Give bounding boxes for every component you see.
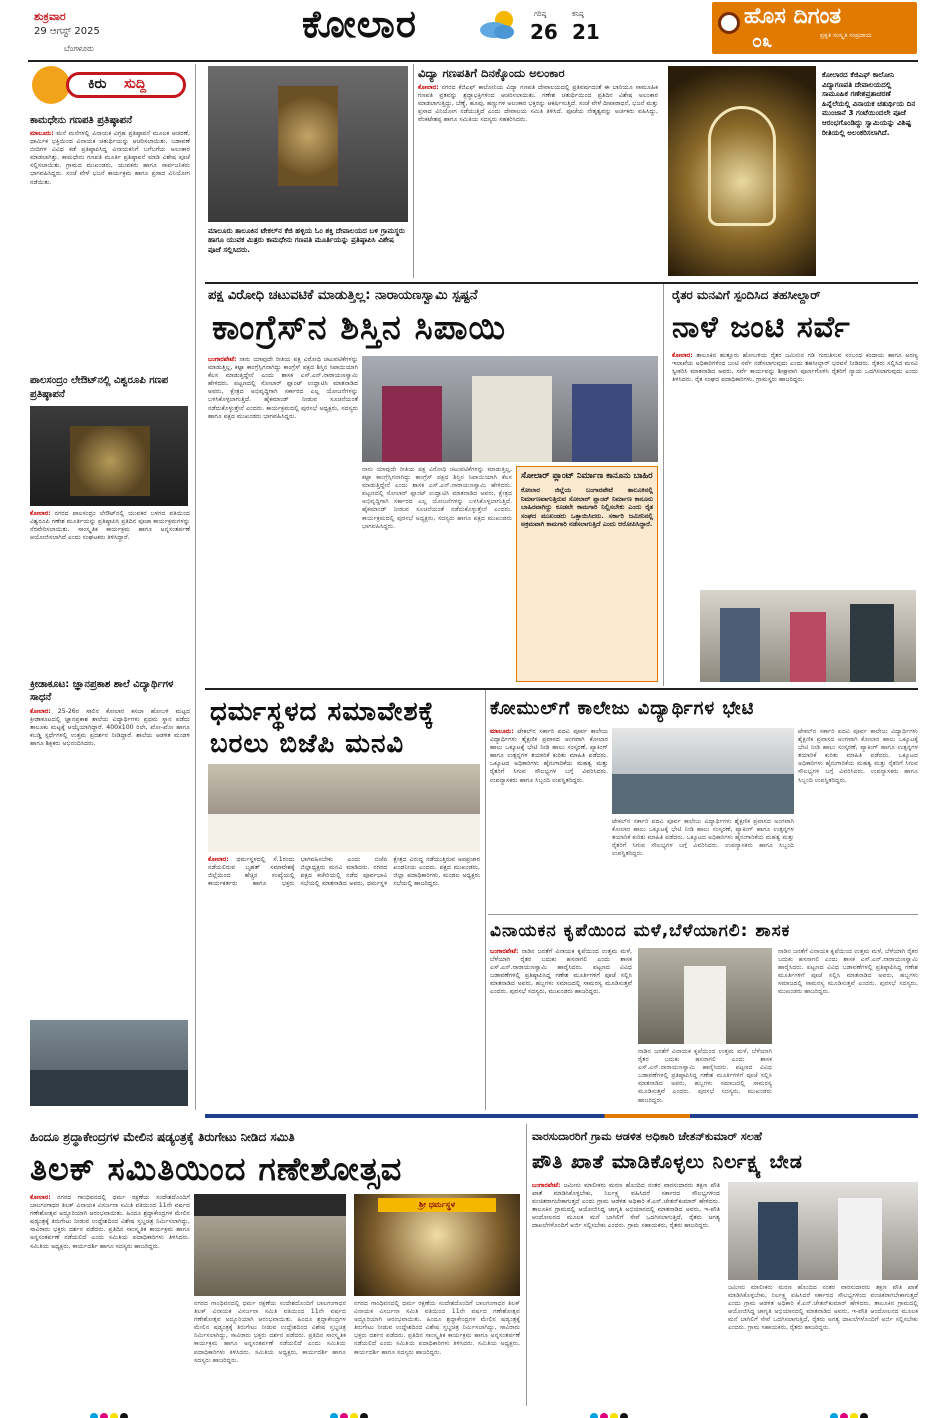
warning-text: ಜಮೀನು ಮಾಲೀಕರು ಮರಣ ಹೊಂದಿದ ನಂತರ ವಾರಸುದಾರರು ತಕ್ಷಣ ಪೌತಿ ಖಾತೆ ಮಾಡಿಸಿಕೊಳ್ಳಬೇಕು, ನಿರ್ಲಕ್ಷ್ಯ ವಹಿಸಿದರೆ ಸರ್ಕಾರದ ಸೌಲಭ್ಯಗಳಿಂದ ವಂಚಿತರಾಗಬೇಕಾಗುತ್ತದೆ ಎಂದು ಗ್ರಾಮ ಆಡಳಿತ ಅಧಿಕಾರಿ ಕೆ.ಎನ್.ಚೇತನ್‌ಕುಮಾರ್ ಹೇಳಿದರು. ತಾಲೂಕಿನ ಗ್ರಾಮದಲ್ಲಿ ಆಯೋಜಿಸಿದ್ದ ಜಾಗೃತಿ ಅಭಿಯಾನದಲ್ಲಿ ಮಾತನಾಡಿದ ಅವರು, ಇ-ಪೌತಿ ಆಂದೋಲನದ ಮೂಲಕ ಮನೆ ಬಾಗಿಲಿಗೆ ಸೇವೆ ಒದಗಿಸಲಾಗುತ್ತಿದೆ, ರೈತರು ಅಗತ್ಯ ದಾಖಲೆಗಳೊಂದಿಗೆ ಅರ್ಜಿ ಸಲ್ಲಿಸಬೇಕು ಎಂದರು. ಗ್ರಾಮ ಸಹಾಯಕರು, ರೈತರು ಹಾಜರಿದ್ದರು.: [532, 1182, 720, 1230]
solar-box-title: ಸೋಲಾರ್ ಪ್ಲಾಂಟ್ ನಿರ್ಮಾಣ ಕಾನೂನು ಬಾಹಿರ: [521, 471, 653, 481]
tilak-headline: ತಿಲಕ್ ಸಮಿತಿಯಿಂದ ಗಣೇಶೋತ್ಸವ: [30, 1150, 403, 1188]
tilak-photo-1: [194, 1194, 346, 1296]
congress-kicker: ಪಕ್ಷ ವಿರೋಧಿ ಚಟುವಟಿಕೆ ಮಾಡುತ್ತಿಲ್ಲ: ನಾರಾಯಣಸ್ವಾಮಿ ಸ್ಪಷ್ಟನೆ: [208, 288, 478, 303]
dharmasthala-text: ಧರ್ಮಸ್ಥಳದಲ್ಲಿ ಸೆ.1ರಂದು ನಡೆಯಲಿರುವ ಬೃಹತ್ ಸಮಾವೇಶಕ್ಕೆ ಜಿಲ್ಲೆಯಿಂದ ಹೆಚ್ಚಿನ ಸಂಖ್ಯೆಯಲ್ಲಿ ಕಾರ್ಯಕರ್ತರು ಹಾಗೂ ಭಕ್ತರು ಭಾಗವಹಿಸಬೇಕು ಎಂದು ಬಿಜೆಪಿ ಜಿಲ್ಲಾಧ್ಯಕ್ಷರು ಮನವಿ ಮಾಡಿದರು. ನಗರದ ಪಕ್ಷದ ಕಚೇರಿಯಲ್ಲಿ ನಡೆದ ಪೂರ್ವಭಾವಿ ಸಭೆಯಲ್ಲಿ ಮಾತನಾಡಿದ ಅವರು, ಧರ್ಮಸ್ಥಳ ಕ್ಷೇತ್ರದ ವಿರುದ್ಧ ನಡೆಯುತ್ತಿರುವ ಅಪಪ್ರಚಾರ ಖಂಡನೀಯ ಎಂದರು. ಪಕ್ಷದ ಮುಖಂಡರು, ಜಿಲ್ಲಾ ಪದಾಧಿಕಾರಿಗಳು, ಮಂಡಲ ಅಧ್ಯಕ್ಷರು ಸಭೆಯಲ್ಲಿ ಹಾಜರಿದ್ದರು.: [208, 856, 480, 888]
left-story2-text: ನಗರದ ಪಾಲಸಂದ್ರಂ ಲೇಔಟ್‌ನಲ್ಲಿ ಯುವಕರ ಬಳಗದ ವತಿಯಿಂದ ವಿಶ್ವರೂಪಿ ಗಣೇಶ ಮೂರ್ತಿಯನ್ನು ಪ್ರತಿಷ್ಠಾಪಿಸಿ ಪ್ರತಿದಿನ ಪೂಜಾ ಕಾರ್ಯಕ್ರಮಗಳನ್ನು ನೆರವೇರಿಸಲಾಯಿತು. ಸಾಂಸ್ಕೃತಿಕ ಕಾರ್ಯಕ್ರಮ ಹಾಗೂ ಅನ್ನಸಂತರ್ಪಣೆ ಆಯೋಜಿಸಲಾಗಿದೆ ಎಂದು ಸಂಘಟಕರು ತಿಳಿಸಿದ್ದಾರೆ.: [30, 510, 190, 542]
tilak-banner: ಶ್ರೀ ಧರ್ಮಸ್ಥಳ: [378, 1198, 496, 1212]
komul-rain-rule: [488, 914, 918, 915]
paper-logo-icon: [718, 12, 740, 34]
komul-body: [490, 728, 608, 912]
color-bar: [205, 1114, 918, 1118]
left-story3-photo: [30, 1020, 188, 1106]
tilak-body: [30, 1194, 190, 1400]
left-story1-body: [30, 130, 190, 372]
left-story1-text: ಮನೆ ಮನೆಗಳಲ್ಲಿ ವಿನಾಯಕ ವಿಗ್ರಹ ಪ್ರತಿಷ್ಠಾಪನೆ ಮೂಲಕ ಆಚರಣೆ, ಧಾರ್ಮಿಕ ಭಕ್ತಿಯಿಂದ ವಿನಾಯಕ ಚತುರ್ಥಿಯನ್ನು ಆಚರಿಸಲಾಯಿತು. ಬಡಾವಣೆ ಬೀದಿಗಳ ವಿವಿಧ ಕಡೆ ಪ್ರತಿಷ್ಠಾಪಿಸಿದ್ದ ವಿನಾಯಕನಿಗೆ ಬಗೆಬಗೆಯ ಅಲಂಕಾರ ಮಾಡಲಾಗಿತ್ತು. ಕಾಮಧೇನು ಗಣಪತಿ ಮೂರ್ತಿ ಪ್ರತಿಷ್ಠಾಪನೆ ಮಾಡಿ ವಿಶೇಷ ಪೂಜೆ ಸಲ್ಲಿಸಲಾಯಿತು. ಗ್ರಾಮದ ಮುಖಂಡರು, ಯುವಕರು ಹಾಗೂ ಸಾರ್ವಜನಿಕರು ಭಾಗವಹಿಸಿದ್ದರು. ಸಂಜೆ ವೇಳೆ ಭಜನೆ ಕಾರ್ಯಕ್ರಮ ಹಾಗೂ ಪ್ರಸಾದ ವಿನಿಯೋಗ ನಡೆಯಿತು.: [30, 130, 190, 186]
survey-text: ತಾಲೂಕಿನ ಹುತ್ತೂರು ಹೋಬಳಿಯ ರೈತರ ಜಮೀನಿನ ಗಡಿ ಗುರುತಿಸುವ ಸಂಬಂಧ ಕಂದಾಯ ಹಾಗೂ ಅರಣ್ಯ ಇಲಾಖೆಯ ಅಧಿಕಾರಿಗಳಿಂದ ಜಂಟಿ ಸರ್ವೆ ನಡೆಸಲಾಗುವುದು ಎಂದು ತಹಸೀಲ್ದಾರ್ ಭರವಸೆ ನೀಡಿದರು. ರೈತರು ಸಲ್ಲಿಸಿದ ಮನವಿ ಸ್ವೀಕರಿಸಿ ಮಾತನಾಡಿದ ಅವರು, ಸರ್ವೆ ಕಾರ್ಯವನ್ನು ಶೀಘ್ರವಾಗಿ ಪೂರ್ಣಗೊಳಿಸಿ ರೈತರಿಗೆ ನ್ಯಾಯ ಒದಗಿಸಲಾಗುವುದು ಎಂದು ತಿಳಿಸಿದರು. ರೈತ ಸಂಘದ ಪದಾಧಿಕಾರಿಗಳು, ಗ್ರಾಮಸ್ಥರು ಹಾಜರಿದ್ದರು.: [672, 352, 918, 384]
warning-kicker: ವಾರಸುದಾರರಿಗೆ ಗ್ರಾಮ ಆಡಳಿತ ಅಧಿಕಾರಿ ಚೇತನ್‌ಕುಮಾರ್ ಸಲಹೆ: [532, 1130, 762, 1143]
kirusuddi-logo: [30, 66, 190, 106]
section-rule-2: [205, 688, 918, 690]
komul-column-2: [612, 818, 794, 912]
congress-text: ನಾನು ಯಾವುದೇ ರೀತಿಯ ಪಕ್ಷ ವಿರೋಧಿ ಚಟುವಟಿಕೆಗಳನ್ನು ಮಾಡುತ್ತಿಲ್ಲ, ಕಟ್ಟಾ ಕಾಂಗ್ರೆಸ್ಸಿಗನಾಗಿದ್ದು ಕಾಂಗ್ರೆಸ್ ಪಕ್ಷದ ಶಿಸ್ತಿನ ಸಿಪಾಯಿಯಾಗಿ ಕೆಲಸ ಮಾಡುತ್ತಿದ್ದೇನೆ ಎಂದು ಶಾಸಕ ಎಸ್.ಎನ್.ನಾರಾಯಣಸ್ವಾಮಿ ಹೇಳಿದರು. ಪಟ್ಟಣದಲ್ಲಿ ಸೋಲಾರ್ ಪ್ಲಾಂಟ್ ಉದ್ಘಾಟಿಸಿ ಮಾತನಾಡಿದ ಅವರು, ಕ್ಷೇತ್ರದ ಅಭಿವೃದ್ಧಿಗಾಗಿ ಸರ್ಕಾರದ ಎಲ್ಲ ಯೋಜನೆಗಳನ್ನು ಬಳಸಿಕೊಳ್ಳಲಾಗುತ್ತಿದೆ. ಹೈಕಮಾಂಡ್ ನೀಡುವ ಸೂಚನೆಯಂತೆ ನಡೆದುಕೊಳ್ಳುತ್ತೇನೆ ಎಂದರು. ಕಾರ್ಯಕ್ರಮದಲ್ಲಿ ಪುರಸಭೆ ಅಧ್ಯಕ್ಷರು, ಸದಸ್ಯರು ಹಾಗೂ ಪಕ್ಷದ ಮುಖಂಡರು ಭಾಗವಹಿಸಿದ್ದರು.: [208, 356, 358, 420]
warning-text-cont: ಜಮೀನು ಮಾಲೀಕರು ಮರಣ ಹೊಂದಿದ ನಂತರ ವಾರಸುದಾರರು ತಕ್ಷಣ ಪೌತಿ ಖಾತೆ ಮಾಡಿಸಿಕೊಳ್ಳಬೇಕು, ನಿರ್ಲಕ್ಷ್ಯ ವಹಿಸಿದರೆ ಸರ್ಕಾರದ ಸೌಲಭ್ಯಗಳಿಂದ ವಂಚಿತರಾಗಬೇಕಾಗುತ್ತದೆ ಎಂದು ಗ್ರಾಮ ಆಡಳಿತ ಅಧಿಕಾರಿ ಕೆ.ಎನ್.ಚೇತನ್‌ಕುಮಾರ್ ಹೇಳಿದರು. ತಾಲೂಕಿನ ಗ್ರಾಮದಲ್ಲಿ ಆಯೋಜಿಸಿದ್ದ ಜಾಗೃತಿ ಅಭಿಯಾನದಲ್ಲಿ ಮಾತನಾಡಿದ ಅವರು, ಇ-ಪೌತಿ ಆಂದೋಲನದ ಮೂಲಕ ಮನೆ ಬಾಗಿಲಿಗೆ ಸೇವೆ ಒದಗಿಸಲಾಗುತ್ತಿದೆ, ರೈತರು ಅಗತ್ಯ ದಾಖಲೆಗಳೊಂದಿಗೆ ಅರ್ಜಿ ಸಲ್ಲಿಸಬೇಕು ಎಂದರು. ಗ್ರಾಮ ಸಹಾಯಕರು, ರೈತರು ಹಾಜರಿದ್ದರು.: [728, 1284, 918, 1332]
left-story3-body: [30, 708, 190, 1016]
tilak-text-cont: ನಗರದ ಗಾಂಧಿವನದಲ್ಲಿ ಧರ್ಮ ರಕ್ಷಣೆಯ ಸಂದೇಶದೊಂದಿಗೆ ಬಾಲಗಂಗಾಧರ ತಿಲಕ್ ವಿನಾಯಕ ವಿಸರ್ಜನಾ ಸಮಿತಿ ವತಿಯಿಂದ 11ನೇ ವರ್ಷದ ಗಣೇಶೋತ್ಸವ ಅದ್ದೂರಿಯಾಗಿ ಆರಂಭವಾಯಿತು. ಹಿಂದೂ ಶ್ರದ್ಧಾಕೇಂದ್ರಗಳ ಮೇಲಿನ ಷಡ್ಯಂತ್ರಕ್ಕೆ ತಿರುಗೇಟು ನೀಡುವ ಉದ್ದೇಶದಿಂದ ವಿಶೇಷ ಸ್ತಬ್ಧಚಿತ್ರ ನಿರ್ಮಿಸಲಾಗಿದ್ದು, ಸಾವಿರಾರು ಭಕ್ತರು ದರ್ಶನ ಪಡೆದರು. ಪ್ರತಿದಿನ ಸಾಂಸ್ಕೃತಿಕ ಕಾರ್ಯಕ್ರಮ ಹಾಗೂ ಅನ್ನಸಂತರ್ಪಣೆ ನಡೆಯಲಿದೆ ಎಂದು ಸಮಿತಿಯ ಪದಾಧಿಕಾರಿಗಳು ತಿಳಿಸಿದರು. ಸಮಿತಿಯ ಅಧ್ಯಕ್ಷರು, ಕಾರ್ಯದರ್ಶಿ ಹಾಗೂ ಸದಸ್ಯರು ಹಾಜರಿದ್ದರು.: [194, 1300, 346, 1364]
komul-text-cont-2: ಟೇಕಲ್‌ನ ಸರ್ಕಾರಿ ಪದವಿ ಪೂರ್ವ ಕಾಲೇಜು ವಿದ್ಯಾರ್ಥಿಗಳು ಶೈಕ್ಷಣಿಕ ಪ್ರವಾಸದ ಅಂಗವಾಗಿ ಕೋಲಾರ ಹಾಲು ಒಕ್ಕೂಟಕ್ಕೆ ಭೇಟಿ ನೀಡಿ ಹಾಲು ಸಂಸ್ಕರಣೆ, ಪ್ಯಾಕಿಂಗ್ ಹಾಗೂ ಉತ್ಪನ್ನಗಳ ತಯಾರಿಕೆ ಕುರಿತು ಮಾಹಿತಿ ಪಡೆದರು. ಒಕ್ಕೂಟದ ಅಧಿಕಾರಿಗಳು ಹೈನುಗಾರಿಕೆಯ ಮಹತ್ವ ಮತ್ತು ರೈತರಿಗೆ ಸಿಗುವ ಸೌಲಭ್ಯಗಳ ಬಗ್ಗೆ ವಿವರಿಸಿದರು. ಉಪನ್ಯಾಸಕರು ಹಾಗೂ ಸಿಬ್ಬಂದಿ ಉಪಸ್ಥಿತರಿದ್ದರು.: [798, 728, 918, 784]
left-story1-dateline: ಮಾಲೂರು:: [30, 130, 54, 137]
tilak-text-cont-2: ನಗರದ ಗಾಂಧಿವನದಲ್ಲಿ ಧರ್ಮ ರಕ್ಷಣೆಯ ಸಂದೇಶದೊಂದಿಗೆ ಬಾಲಗಂಗಾಧರ ತಿಲಕ್ ವಿನಾಯಕ ವಿಸರ್ಜನಾ ಸಮಿತಿ ವತಿಯಿಂದ 11ನೇ ವರ್ಷದ ಗಣೇಶೋತ್ಸವ ಅದ್ದೂರಿಯಾಗಿ ಆರಂಭವಾಯಿತು. ಹಿಂದೂ ಶ್ರದ್ಧಾಕೇಂದ್ರಗಳ ಮೇಲಿನ ಷಡ್ಯಂತ್ರಕ್ಕೆ ತಿರುಗೇಟು ನೀಡುವ ಉದ್ದೇಶದಿಂದ ವಿಶೇಷ ಸ್ತಬ್ಧಚಿತ್ರ ನಿರ್ಮಿಸಲಾಗಿದ್ದು, ಸಾವಿರಾರು ಭಕ್ತರು ದರ್ಶನ ಪಡೆದರು. ಪ್ರತಿದಿನ ಸಾಂಸ್ಕೃತಿಕ ಕಾರ್ಯಕ್ರಮ ಹಾಗೂ ಅನ್ನಸಂತರ್ಪಣೆ ನಡೆಯಲಿದೆ ಎಂದು ಸಮಿತಿಯ ಪದಾಧಿಕಾರಿಗಳು ತಿಳಿಸಿದರು. ಸಮಿತಿಯ ಅಧ್ಯಕ್ಷರು, ಕಾರ್ಯದರ್ಶಿ ಹಾಗೂ ಸದಸ್ಯರು ಹಾಜರಿದ್ದರು.: [354, 1300, 520, 1356]
komul-photo: [612, 728, 794, 814]
registration-marks-1: [90, 1406, 130, 1418]
warning-photo: [728, 1182, 918, 1280]
congress-dateline: ಬಂಗಾರಪೇಟೆ:: [208, 356, 237, 363]
masthead-date: 29 ಆಗಸ್ಟ್ 2025: [34, 26, 100, 37]
congress-headline: ಕಾಂಗ್ರೆಸ್‌ನ ಶಿಸ್ತಿನ ಸಿಪಾಯಿ: [212, 308, 507, 348]
weather-max-label: ಗರಿಷ್ಠ: [534, 10, 547, 18]
dharmasthala-dateline: ಕೋಲಾರ:: [208, 856, 229, 863]
masthead: [0, 0, 945, 62]
left-story2-dateline: ಕೋಲಾರ:: [30, 510, 51, 517]
alankara-title: ವಿದ್ಯಾ ಗಣಪತಿಗೆ ದಿನಕ್ಕೊಂದು ಅಲಂಕಾರ: [418, 66, 565, 80]
tilak-text: ನಗರದ ಗಾಂಧಿವನದಲ್ಲಿ ಧರ್ಮ ರಕ್ಷಣೆಯ ಸಂದೇಶದೊಂದಿಗೆ ಬಾಲಗಂಗಾಧರ ತಿಲಕ್ ವಿನಾಯಕ ವಿಸರ್ಜನಾ ಸಮಿತಿ ವತಿಯಿಂದ 11ನೇ ವರ್ಷದ ಗಣೇಶೋತ್ಸವ ಅದ್ದೂರಿಯಾಗಿ ಆರಂಭವಾಯಿತು. ಹಿಂದೂ ಶ್ರದ್ಧಾಕೇಂದ್ರಗಳ ಮೇಲಿನ ಷಡ್ಯಂತ್ರಕ್ಕೆ ತಿರುಗೇಟು ನೀಡುವ ಉದ್ದೇಶದಿಂದ ವಿಶೇಷ ಸ್ತಬ್ಧಚಿತ್ರ ನಿರ್ಮಿಸಲಾಗಿದ್ದು, ಸಾವಿರಾರು ಭಕ್ತರು ದರ್ಶನ ಪಡೆದರು. ಪ್ರತಿದಿನ ಸಾಂಸ್ಕೃತಿಕ ಕಾರ್ಯಕ್ರಮ ಹಾಗೂ ಅನ್ನಸಂತರ್ಪಣೆ ನಡೆಯಲಿದೆ ಎಂದು ಸಮಿತಿಯ ಪದಾಧಿಕಾರಿಗಳು ತಿಳಿಸಿದರು. ಸಮಿತಿಯ ಅಧ್ಯಕ್ಷರು, ಕಾರ್ಯದರ್ಶಿ ಹಾಗೂ ಸದಸ್ಯರು ಹಾಜರಿದ್ದರು.: [30, 1194, 190, 1250]
alankara-body: [418, 84, 658, 278]
survey-body: [672, 352, 918, 584]
weather-icon: [474, 8, 522, 42]
weather-max: 26: [530, 20, 558, 44]
dharmasthala-photo: [208, 764, 480, 852]
left-story2-photo: [30, 406, 188, 506]
solar-box: [516, 466, 658, 682]
komul-headline: ಕೋಮುಲ್‌ಗೆ ಕಾಲೇಜು ವಿದ್ಯಾರ್ಥಿಗಳ ಭೇಟಿ: [490, 698, 755, 719]
mid-rule-2: [485, 690, 486, 1110]
rain-body: [490, 948, 632, 1108]
alankara-photo-caption: ಕೋಲಾರದ ಕೆಜಿಎಫ್ ಕಾಲೋನಿ ವಿದ್ಯಾಗಣಪತಿ ದೇವಾಲಯದಲ್ಲಿ ಸಾಮೂಹಿಕ ಗಣೇಶವ್ರತಾಚರಣೆ ಹಿನ್ನೆಲೆಯಲ್ಲಿ ವಿನಾಯಕ ಚತುರ್ಥಿಯ ದಿನ ಮುಂಜಾನೆ 3 ಗಂಟೆಯಿಂದಲೇ ಪೂಜೆ ಆರಂಭಗೊಂಡಿದ್ದು ಸ್ವಾಮಿಯನ್ನು ವಿಶಿಷ್ಟ ರೀತಿಯಲ್ಲಿ ಅಲಂಕರಿಸಲಾಗಿದೆ.: [822, 70, 916, 137]
congress-column-2: [362, 466, 512, 682]
solar-box-body: ಕೋಲಾರ ಜಿಲ್ಲೆಯ ಬಂಗಾರಪೇಟೆ ತಾಲೂಕಿನಲ್ಲಿ ನಿರ್ಮಾಣವಾಗುತ್ತಿರುವ ಸೋಲಾರ್ ಪ್ಲಾಂಟ್ ನಿರ್ಮಾಣ ಕಾನೂನು ಬಾಹಿರವಾಗಿದ್ದು ಕೂಡಲೇ ಕಾಮಗಾರಿ ನಿಲ್ಲಿಸಬೇಕು ಎಂದು ರೈತ ಸಂಘದ ಮುಖಂಡರು ಒತ್ತಾಯಿಸಿದರು. ಸರ್ಕಾರಿ ಜಮೀನಿನಲ್ಲಿ ಅಕ್ರಮವಾಗಿ ಕಾಮಗಾರಿ ನಡೆಸಲಾಗುತ್ತಿದೆ ಎಂದು ಆರೋಪಿಸಿದ್ದಾರೆ.: [521, 486, 653, 529]
tilak-kicker: ಹಿಂದೂ ಶ್ರದ್ಧಾಕೇಂದ್ರಗಳ ಮೇಲಿನ ಷಡ್ಯಂತ್ರಕ್ಕೆ ತಿರುಗೇಟು ನೀಡಿದ ಸಮಿತಿ: [30, 1130, 295, 1144]
tilak-photo-2: [354, 1194, 520, 1296]
congress-body: [208, 356, 358, 682]
komul-dateline: ಮಾಲೂರು:: [490, 728, 514, 735]
left-story3-title: ಕ್ರೀಡಾಕೂಟ: ಜ್ಞಾನಪ್ರಕಾಶ ಶಾಲೆ ವಿದ್ಯಾರ್ಥಿಗಳ ಸಾಧನೆ: [30, 679, 174, 703]
paper-tagline: ಪ್ರಕೃತಿ ಸಂಸ್ಕೃತಿ ಸಂಪ್ರದಾಯ: [820, 32, 872, 39]
congress-photo: [362, 356, 658, 462]
paper-name: ಹೊಸ ದಿಗಂತ: [744, 4, 842, 29]
warning-column-2: [728, 1284, 918, 1400]
left-story2-body: [30, 510, 190, 672]
alankara-text: ನಗರದ ಕೆಜಿಎಫ್ ಕಾಲೋನಿಯ ವಿದ್ಯಾ ಗಣಪತಿ ದೇವಾಲಯದಲ್ಲಿ ಪ್ರತಿವರ್ಷದಂತೆ ಈ ಬಾರಿಯೂ ಸಾಮೂಹಿಕ ಗಣಪತಿ ವ್ರತವನ್ನು ಶ್ರದ್ಧಾಭಕ್ತಿಗಳಿಂದ ಆಚರಿಸಲಾಯಿತು. ಗಣೇಶ ಚತುರ್ಥಿಯಿಂದ ಪ್ರತಿದಿನ ವಿಶೇಷ ಅಲಂಕಾರ ಮಾಡಲಾಗುತ್ತಿದ್ದು, ಬೆಣ್ಣೆ, ಹೂವು, ಹಣ್ಣುಗಳ ಅಲಂಕಾರ ಭಕ್ತರನ್ನು ಆಕರ್ಷಿಸುತ್ತಿದೆ. ಸಂಜೆ ವೇಳೆ ದೀಪಾರಾಧನೆ, ಭಜನೆ ಮತ್ತು ಪ್ರಸಾದ ವಿನಿಯೋಗ ನಡೆಯುತ್ತಿದೆ ಎಂದು ದೇವಾಲಯ ಸಮಿತಿ ತಿಳಿಸಿದೆ. ಪೂಜೆಯ ನೇತೃತ್ವವನ್ನು ಅರ್ಚಕರು ವಹಿಸಿದ್ದು, ವೆಂಕಟೇಶಪ್ಪ ಹಾಗೂ ಸಮಿತಿಯ ಸದಸ್ಯರು ಸಹಕರಿಸಿದರು.: [418, 84, 658, 124]
top-center-caption: ಮಾಲೂರು ತಾಲೂಕಿನ ಟೇಕಲ್‌ನ ಕೆಜಿ ಹಳ್ಳಿಯ ಓಂ ಶಕ್ತಿ ದೇವಾಲಯದ ಬಳಿ ಗ್ರಾಮಸ್ಥರು ಹಾಗೂ ಯುವಕ ಮಿತ್ರರು ಕಾಮಧೇನು ಗಣಪತಿ ಮೂರ್ತಿಯನ್ನು ಪ್ರತಿಷ್ಠಾಪಿಸಿ ವಿಶೇಷ ಪೂಜೆ ಸಲ್ಲಿಸಿದರು.: [208, 226, 405, 254]
registration-marks-3: [590, 1406, 630, 1418]
masthead-city: ಬೆಂಗಳೂರು: [64, 44, 94, 53]
weather-min: 21: [572, 20, 600, 44]
left-story2-title: ಪಾಲಸಂದ್ರಂ ಲೇಔಟ್‌ನಲ್ಲಿ ವಿಶ್ವರೂಪಿ ಗಣಪ ಪ್ರತಿಷ್ಠಾಪನೆ: [30, 375, 169, 400]
page-number: ೦೩: [752, 31, 773, 52]
warning-headline: ಪೌತಿ ಖಾತೆ ಮಾಡಿಕೊಳ್ಳಲು ನಿರ್ಲಕ್ಷ್ಯ ಬೇಡ: [532, 1151, 803, 1173]
rain-column-2: [638, 1048, 772, 1108]
section-rule-1: [205, 282, 918, 284]
rain-column-3: [778, 948, 918, 1108]
top-center-photo: [208, 66, 408, 222]
left-column-rule: [195, 64, 196, 1110]
rain-photo: [638, 948, 772, 1044]
top-rule-1: [413, 64, 414, 278]
survey-kicker: ರೈತರ ಮನವಿಗೆ ಸ್ಪಂದಿಸಿದ ತಹಸೀಲ್ದಾರ್: [672, 288, 821, 302]
left-story3-dateline: ಕೋಲಾರ:: [30, 708, 51, 715]
dharmasthala-body: [208, 856, 480, 1108]
left-story1-title: ಕಾಮಧೇನು ಗಣಪತಿ ಪ್ರತಿಷ್ಠಾಪನೆ: [30, 115, 133, 126]
congress-text-cont: ನಾನು ಯಾವುದೇ ರೀತಿಯ ಪಕ್ಷ ವಿರೋಧಿ ಚಟುವಟಿಕೆಗಳನ್ನು ಮಾಡುತ್ತಿಲ್ಲ, ಕಟ್ಟಾ ಕಾಂಗ್ರೆಸ್ಸಿಗನಾಗಿದ್ದು ಕಾಂಗ್ರೆಸ್ ಪಕ್ಷದ ಶಿಸ್ತಿನ ಸಿಪಾಯಿಯಾಗಿ ಕೆಲಸ ಮಾಡುತ್ತಿದ್ದೇನೆ ಎಂದು ಶಾಸಕ ಎಸ್.ಎನ್.ನಾರಾಯಣಸ್ವಾಮಿ ಹೇಳಿದರು. ಪಟ್ಟಣದಲ್ಲಿ ಸೋಲಾರ್ ಪ್ಲಾಂಟ್ ಉದ್ಘಾಟಿಸಿ ಮಾತನಾಡಿದ ಅವರು, ಕ್ಷೇತ್ರದ ಅಭಿವೃದ್ಧಿಗಾಗಿ ಸರ್ಕಾರದ ಎಲ್ಲ ಯೋಜನೆಗಳನ್ನು ಬಳಸಿಕೊಳ್ಳಲಾಗುತ್ತಿದೆ. ಹೈಕಮಾಂಡ್ ನೀಡುವ ಸೂಚನೆಯಂತೆ ನಡೆದುಕೊಳ್ಳುತ್ತೇನೆ ಎಂದರು. ಕಾರ್ಯಕ್ರಮದಲ್ಲಿ ಪುರಸಭೆ ಅಧ್ಯಕ್ಷರು, ಸದಸ್ಯರು ಹಾಗೂ ಪಕ್ಷದ ಮುಖಂಡರು ಭಾಗವಹಿಸಿದ್ದರು.: [362, 466, 512, 530]
tilak-dateline: ಕೋಲಾರ:: [30, 1194, 51, 1201]
weather-min-label: ಕನಿಷ್ಠ: [572, 10, 584, 18]
survey-headline: ನಾಳೆ ಜಂಟಿ ಸರ್ವೆ: [672, 310, 851, 345]
registration-marks-4: [830, 1406, 870, 1418]
warning-body: [532, 1182, 720, 1400]
survey-dateline: ಕೋಲಾರ:: [672, 352, 693, 359]
edition-title: ಕೋಲಾರ: [302, 2, 417, 46]
komul-text: ಟೇಕಲ್‌ನ ಸರ್ಕಾರಿ ಪದವಿ ಪೂರ್ವ ಕಾಲೇಜು ವಿದ್ಯಾರ್ಥಿಗಳು ಶೈಕ್ಷಣಿಕ ಪ್ರವಾಸದ ಅಂಗವಾಗಿ ಕೋಲಾರ ಹಾಲು ಒಕ್ಕೂಟಕ್ಕೆ ಭೇಟಿ ನೀಡಿ ಹಾಲು ಸಂಸ್ಕರಣೆ, ಪ್ಯಾಕಿಂಗ್ ಹಾಗೂ ಉತ್ಪನ್ನಗಳ ತಯಾರಿಕೆ ಕುರಿತು ಮಾಹಿತಿ ಪಡೆದರು. ಒಕ್ಕೂಟದ ಅಧಿಕಾರಿಗಳು ಹೈನುಗಾರಿಕೆಯ ಮಹತ್ವ ಮತ್ತು ರೈತರಿಗೆ ಸಿಗುವ ಸೌಲಭ್ಯಗಳ ಬಗ್ಗೆ ವಿವರಿಸಿದರು. ಉಪನ್ಯಾಸಕರು ಹಾಗೂ ಸಿಬ್ಬಂದಿ ಉಪಸ್ಥಿತರಿದ್ದರು.: [490, 728, 608, 784]
komul-text-cont: ಟೇಕಲ್‌ನ ಸರ್ಕಾರಿ ಪದವಿ ಪೂರ್ವ ಕಾಲೇಜು ವಿದ್ಯಾರ್ಥಿಗಳು ಶೈಕ್ಷಣಿಕ ಪ್ರವಾಸದ ಅಂಗವಾಗಿ ಕೋಲಾರ ಹಾಲು ಒಕ್ಕೂಟಕ್ಕೆ ಭೇಟಿ ನೀಡಿ ಹಾಲು ಸಂಸ್ಕರಣೆ, ಪ್ಯಾಕಿಂಗ್ ಹಾಗೂ ಉತ್ಪನ್ನಗಳ ತಯಾರಿಕೆ ಕುರಿತು ಮಾಹಿತಿ ಪಡೆದರು. ಒಕ್ಕೂಟದ ಅಧಿಕಾರಿಗಳು ಹೈನುಗಾರಿಕೆಯ ಮಹತ್ವ ಮತ್ತು ರೈತರಿಗೆ ಸಿಗುವ ಸೌಲಭ್ಯಗಳ ಬಗ್ಗೆ ವಿವರಿಸಿದರು. ಉಪನ್ಯಾಸಕರು ಹಾಗೂ ಸಿಬ್ಬಂದಿ ಉಪಸ್ಥಿತರಿದ್ದರು.: [612, 818, 794, 858]
survey-photo: [700, 590, 916, 682]
rain-text-cont: ನಾಡಿನ ಜನತೆಗೆ ವಿನಾಯಕ ಕೃಪೆಯಿಂದ ಉತ್ತಮ ಮಳೆ, ಬೆಳೆಯಾಗಿ ರೈತರ ಬದುಕು ಹಸನಾಗಲಿ ಎಂದು ಶಾಸಕ ಎಸ್.ಎನ್.ನಾರಾಯಣಸ್ವಾಮಿ ಹಾರೈಸಿದರು. ಪಟ್ಟಣದ ವಿವಿಧ ಬಡಾವಣೆಗಳಲ್ಲಿ ಪ್ರತಿಷ್ಠಾಪಿಸಿದ್ದ ಗಣೇಶ ಮೂರ್ತಿಗಳಿಗೆ ಪೂಜೆ ಸಲ್ಲಿಸಿ ಮಾತನಾಡಿದ ಅವರು, ಹಬ್ಬಗಳು ಸಮಾಜದಲ್ಲಿ ಸಾಮರಸ್ಯ ಮೂಡಿಸುತ್ತವೆ ಎಂದರು. ಪುರಸಭೆ ಸದಸ್ಯರು, ಮುಖಂಡರು ಹಾಜರಿದ್ದರು.: [638, 1048, 772, 1104]
paper-brand-box: [712, 2, 917, 54]
mid-rule-1: [663, 284, 664, 686]
masthead-rule: [28, 60, 918, 62]
left-story3-text: 25-26ರ ಸಾಲಿನ ಕೋಲಾರ ಕಸಬಾ ಹೋಬಳಿ ಮಟ್ಟದ ಕ್ರೀಡಾಕೂಟದಲ್ಲಿ ಜ್ಞಾನಪ್ರಕಾಶ ಶಾಲೆಯ ವಿದ್ಯಾರ್ಥಿಗಳು ಪ್ರಥಮ ಸ್ಥಾನ ಪಡೆದು ತಾಲೂಕು ಮಟ್ಟಕ್ಕೆ ಆಯ್ಕೆಯಾಗಿದ್ದಾರೆ. 400x100 ರಿಲೇ, ಖೋ-ಖೋ ಹಾಗೂ ಕಬಡ್ಡಿ ಸ್ಪರ್ಧೆಗಳಲ್ಲಿ ಉತ್ತಮ ಪ್ರದರ್ಶನ ನೀಡಿದ್ದಾರೆ. ಶಾಲೆಯ ಆಡಳಿತ ಮಂಡಳಿ ಹಾಗೂ ಶಿಕ್ಷಕರು ಅಭಿನಂದಿಸಿದರು.: [30, 708, 190, 748]
kirusuddi-label-2: ಸುದ್ದಿ: [124, 76, 147, 92]
rain-text-cont-2: ನಾಡಿನ ಜನತೆಗೆ ವಿನಾಯಕ ಕೃಪೆಯಿಂದ ಉತ್ತಮ ಮಳೆ, ಬೆಳೆಯಾಗಿ ರೈತರ ಬದುಕು ಹಸನಾಗಲಿ ಎಂದು ಶಾಸಕ ಎಸ್.ಎನ್.ನಾರಾಯಣಸ್ವಾಮಿ ಹಾರೈಸಿದರು. ಪಟ್ಟಣದ ವಿವಿಧ ಬಡಾವಣೆಗಳಲ್ಲಿ ಪ್ರತಿಷ್ಠಾಪಿಸಿದ್ದ ಗಣೇಶ ಮೂರ್ತಿಗಳಿಗೆ ಪೂಜೆ ಸಲ್ಲಿಸಿ ಮಾತನಾಡಿದ ಅವರು, ಹಬ್ಬಗಳು ಸಮಾಜದಲ್ಲಿ ಸಾಮರಸ್ಯ ಮೂಡಿಸುತ್ತವೆ ಎಂದರು. ಪುರಸಭೆ ಸದಸ್ಯರು, ಮುಖಂಡರು ಹಾಜರಿದ್ದರು.: [778, 948, 918, 996]
rain-text: ನಾಡಿನ ಜನತೆಗೆ ವಿನಾಯಕ ಕೃಪೆಯಿಂದ ಉತ್ತಮ ಮಳೆ, ಬೆಳೆಯಾಗಿ ರೈತರ ಬದುಕು ಹಸನಾಗಲಿ ಎಂದು ಶಾಸಕ ಎಸ್.ಎನ್.ನಾರಾಯಣಸ್ವಾಮಿ ಹಾರೈಸಿದರು. ಪಟ್ಟಣದ ವಿವಿಧ ಬಡಾವಣೆಗಳಲ್ಲಿ ಪ್ರತಿಷ್ಠಾಪಿಸಿದ್ದ ಗಣೇಶ ಮೂರ್ತಿಗಳಿಗೆ ಪೂಜೆ ಸಲ್ಲಿಸಿ ಮಾತನಾಡಿದ ಅವರು, ಹಬ್ಬಗಳು ಸಮಾಜದಲ್ಲಿ ಸಾಮರಸ್ಯ ಮೂಡಿಸುತ್ತವೆ ಎಂದರು. ಪುರಸಭೆ ಸದಸ್ಯರು, ಮುಖಂಡರು ಹಾಜರಿದ್ದರು.: [490, 948, 632, 996]
registration-marks-2: [330, 1406, 370, 1418]
bottom-mid-rule: [526, 1124, 527, 1406]
tilak-column-3: [354, 1300, 520, 1400]
alankara-dateline: ಕೋಲಾರ:: [418, 84, 439, 91]
rain-headline: ವಿನಾಯಕನ ಕೃಪೆಯಿಂದ ಮಳೆ,ಬೆಳೆಯಾಗಲಿ: ಶಾಸಕ: [490, 921, 791, 941]
alankara-photo: [668, 66, 816, 276]
dharmasthala-headline-2: ಬರಲು ಬಿಜೆಪಿ ಮನವಿ: [210, 729, 405, 759]
warning-dateline: ಬಂಗಾರಪೇಟೆ:: [532, 1182, 561, 1189]
pinch-hand-icon: [32, 66, 70, 104]
kirusuddi-label-1: ಕಿರು: [88, 76, 107, 92]
rain-dateline: ಬಂಗಾರಪೇಟೆ:: [490, 948, 519, 955]
tilak-column-2: [194, 1300, 346, 1400]
masthead-day: ಶುಕ್ರವಾರ: [34, 10, 66, 23]
komul-column-3: [798, 728, 918, 912]
dharmasthala-headline-1: ಧರ್ಮಸ್ಥಳದ ಸಮಾವೇಶಕ್ಕೆ: [210, 697, 435, 727]
